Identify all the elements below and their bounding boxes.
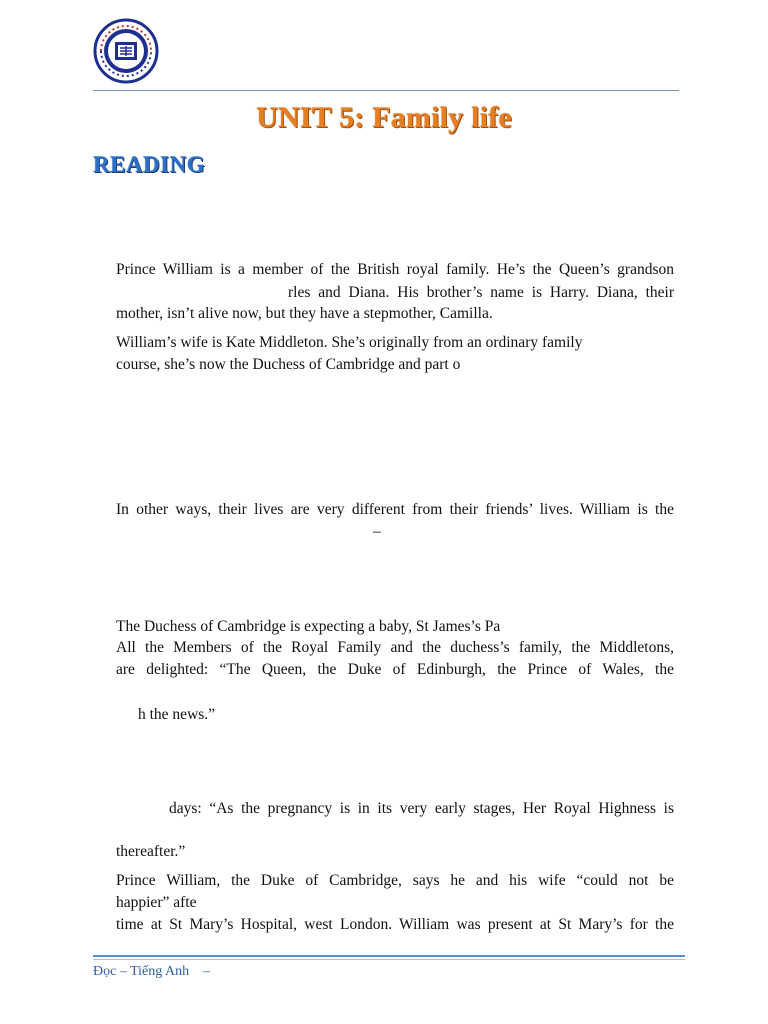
text-line: course, she’s now the Duchess of Cambridge and part o [116, 356, 461, 373]
text-line: days: “As the pregnancy is in its very early stages, Her Royal Highness is [169, 800, 674, 817]
text-line: mother, isn’t alive now, but they have a stepmother, Camilla. [116, 305, 493, 322]
header-divider [93, 90, 679, 91]
text-line: happier” afte [116, 894, 197, 911]
text-line: The Duchess of Cambridge is expecting a baby, St James’s Pa [116, 618, 501, 635]
section-heading: READING [93, 152, 206, 177]
text-line: h the news.” [138, 706, 216, 723]
footer-divider-thin [93, 959, 685, 960]
university-logo [93, 18, 159, 84]
text-line: time at St Mary’s Hospital, west London. William was present at St Mary’s for the [116, 916, 674, 933]
page-title: UNIT 5: Family life [256, 101, 512, 134]
text-line: are delighted: “The Queen, the Duke of Edinburgh, the Prince of Wales, the [116, 661, 674, 678]
text-line: rles and Diana. His brother’s name is Harry. Diana, their [288, 284, 674, 301]
text-line: Prince William, the Duke of Cambridge, says he and his wife “could not be [116, 872, 674, 889]
text-line: – [373, 523, 381, 540]
text-line: In other ways, their lives are very different from their friends’ lives. William is the [116, 501, 674, 518]
text-line: thereafter.” [116, 843, 186, 860]
text-line: All the Members of the Royal Family and the duchess’s family, the Middletons, [116, 639, 674, 656]
text-line: Prince William is a member of the British royal family. He’s the Queen’s grandson [116, 261, 674, 278]
footer-text: Đọc – Tiếng Anh – [93, 964, 211, 979]
footer-divider [93, 955, 685, 957]
text-line: William’s wife is Kate Middleton. She’s originally from an ordinary family [116, 334, 583, 351]
